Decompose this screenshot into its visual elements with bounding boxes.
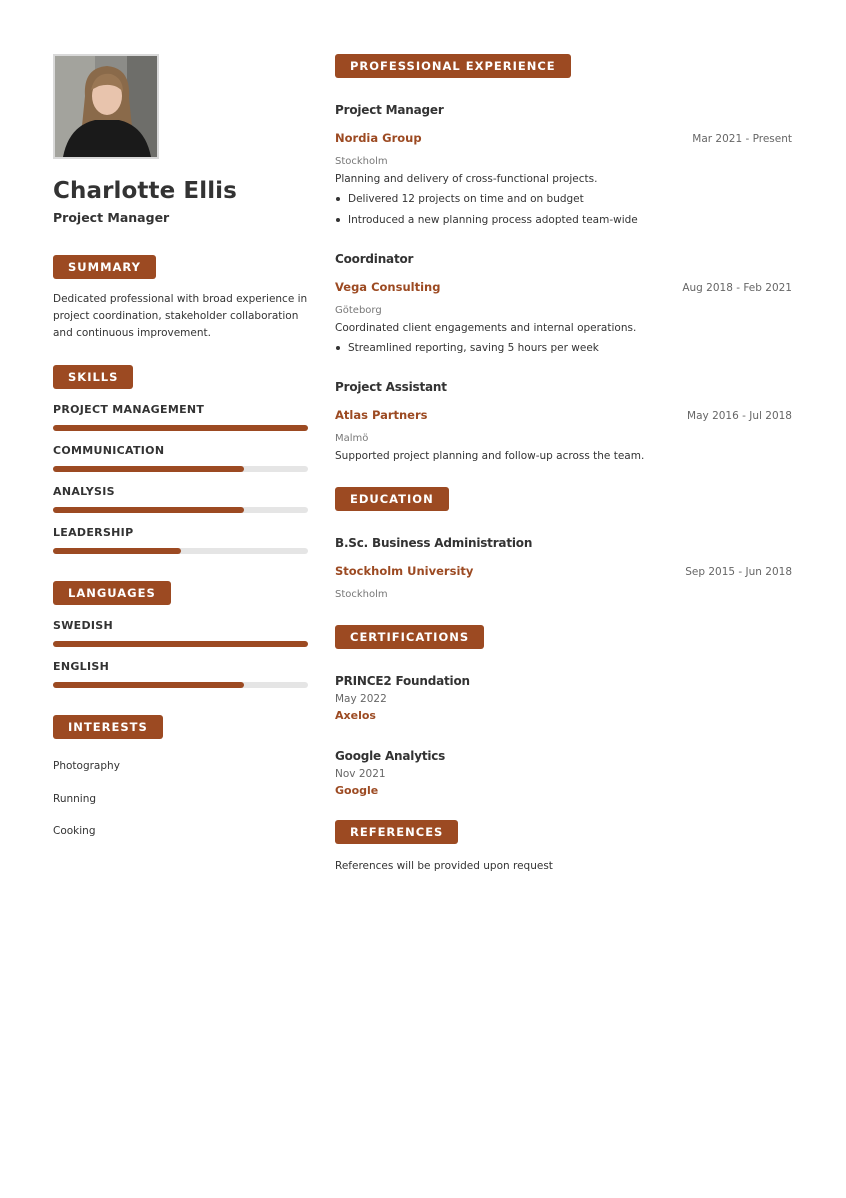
job-dates: Aug 2018 - Feb 2021 [682, 282, 792, 294]
language-name: ENGLISH [53, 660, 110, 673]
job-description: Planning and delivery of cross-functional projects. [335, 173, 598, 185]
language-item [53, 660, 308, 688]
left-column [53, 54, 308, 838]
languages-list [53, 619, 308, 688]
achievement-item: Delivered 12 projects on time and on budget [335, 192, 792, 206]
interest-item: Photography [53, 760, 120, 772]
job-title: Project Manager [335, 103, 444, 117]
language-level-fill [53, 682, 244, 688]
school-name: Stockholm University [335, 564, 474, 578]
language-level-bar [53, 682, 308, 688]
job-title: Project Assistant [335, 380, 447, 394]
skills-list [53, 403, 308, 554]
skill-level-fill [53, 548, 181, 554]
job-achievements [335, 341, 792, 355]
candidate-name: Charlotte Ellis [53, 178, 237, 204]
job-location: Göteborg [335, 305, 382, 316]
certifications-heading: CERTIFICATIONS [335, 625, 484, 649]
skill-level-bar [53, 548, 308, 554]
language-item [53, 619, 308, 647]
job-dates: May 2016 - Jul 2018 [687, 410, 792, 422]
experience-heading: PROFESSIONAL EXPERIENCE [335, 54, 571, 78]
education-entry [335, 535, 792, 601]
job-location: Malmö [335, 433, 369, 444]
job-company-row [335, 130, 792, 147]
job-company-row [335, 279, 792, 296]
job-company-row [335, 407, 792, 424]
job-dates: Mar 2021 - Present [692, 133, 792, 145]
skills-heading: SKILLS [53, 365, 133, 389]
skill-name: PROJECT MANAGEMENT [53, 403, 205, 416]
certification-issuer: Axelos [335, 709, 376, 722]
interests-heading: INTERESTS [53, 715, 163, 739]
skill-item [53, 485, 308, 513]
languages-heading: LANGUAGES [53, 581, 171, 605]
skill-item [53, 444, 308, 472]
skill-level-fill [53, 425, 308, 431]
skill-item [53, 403, 308, 431]
job-company: Nordia Group [335, 131, 422, 145]
certification-entry [335, 673, 792, 723]
skill-level-bar [53, 507, 308, 513]
summary-text: Dedicated professional with broad experience in project coordination, stakeholder collaboration and continuous improvement. [53, 293, 308, 339]
skill-level-bar [53, 425, 308, 431]
degree-title: B.Sc. Business Administration [335, 536, 533, 550]
job-description: Coordinated client engagements and internal operations. [335, 322, 637, 334]
job-description: Supported project planning and follow-up across the team. [335, 450, 645, 462]
job-location: Stockholm [335, 156, 388, 167]
interests-list [53, 759, 308, 838]
language-level-fill [53, 641, 308, 647]
references-heading: REFERENCES [335, 820, 458, 844]
skill-level-fill [53, 507, 244, 513]
achievement-item: Introduced a new planning process adopted team-wide [335, 213, 792, 227]
skill-level-fill [53, 466, 244, 472]
skill-name: ANALYSIS [53, 485, 115, 498]
right-column [335, 54, 792, 873]
interest-item: Running [53, 793, 97, 805]
skill-item [53, 526, 308, 554]
job-company: Atlas Partners [335, 408, 428, 422]
interest-item: Cooking [53, 825, 96, 837]
certification-name: PRINCE2 Foundation [335, 674, 470, 688]
certification-date: May 2022 [335, 693, 387, 705]
skill-level-bar [53, 466, 308, 472]
skill-name: LEADERSHIP [53, 526, 134, 539]
profile-photo [53, 54, 159, 159]
education-school-row [335, 563, 792, 580]
language-level-bar [53, 641, 308, 647]
education-dates: Sep 2015 - Jun 2018 [685, 566, 792, 578]
job-title: Coordinator [335, 252, 414, 266]
job-entry [335, 102, 792, 227]
language-name: SWEDISH [53, 619, 114, 632]
education-heading: EDUCATION [335, 487, 449, 511]
certification-date: Nov 2021 [335, 768, 386, 780]
job-entry [335, 379, 792, 463]
references-text: References will be provided upon request [335, 860, 553, 872]
skill-name: COMMUNICATION [53, 444, 165, 457]
certification-issuer: Google [335, 784, 379, 797]
portrait-image [55, 56, 157, 157]
job-company: Vega Consulting [335, 280, 441, 294]
candidate-role: Project Manager [53, 210, 170, 225]
certification-name: Google Analytics [335, 749, 446, 763]
achievement-item: Streamlined reporting, saving 5 hours per week [335, 341, 792, 355]
education-location: Stockholm [335, 589, 388, 600]
summary-heading: SUMMARY [53, 255, 156, 279]
job-entry [335, 251, 792, 355]
job-achievements [335, 192, 792, 227]
certification-entry [335, 748, 792, 798]
